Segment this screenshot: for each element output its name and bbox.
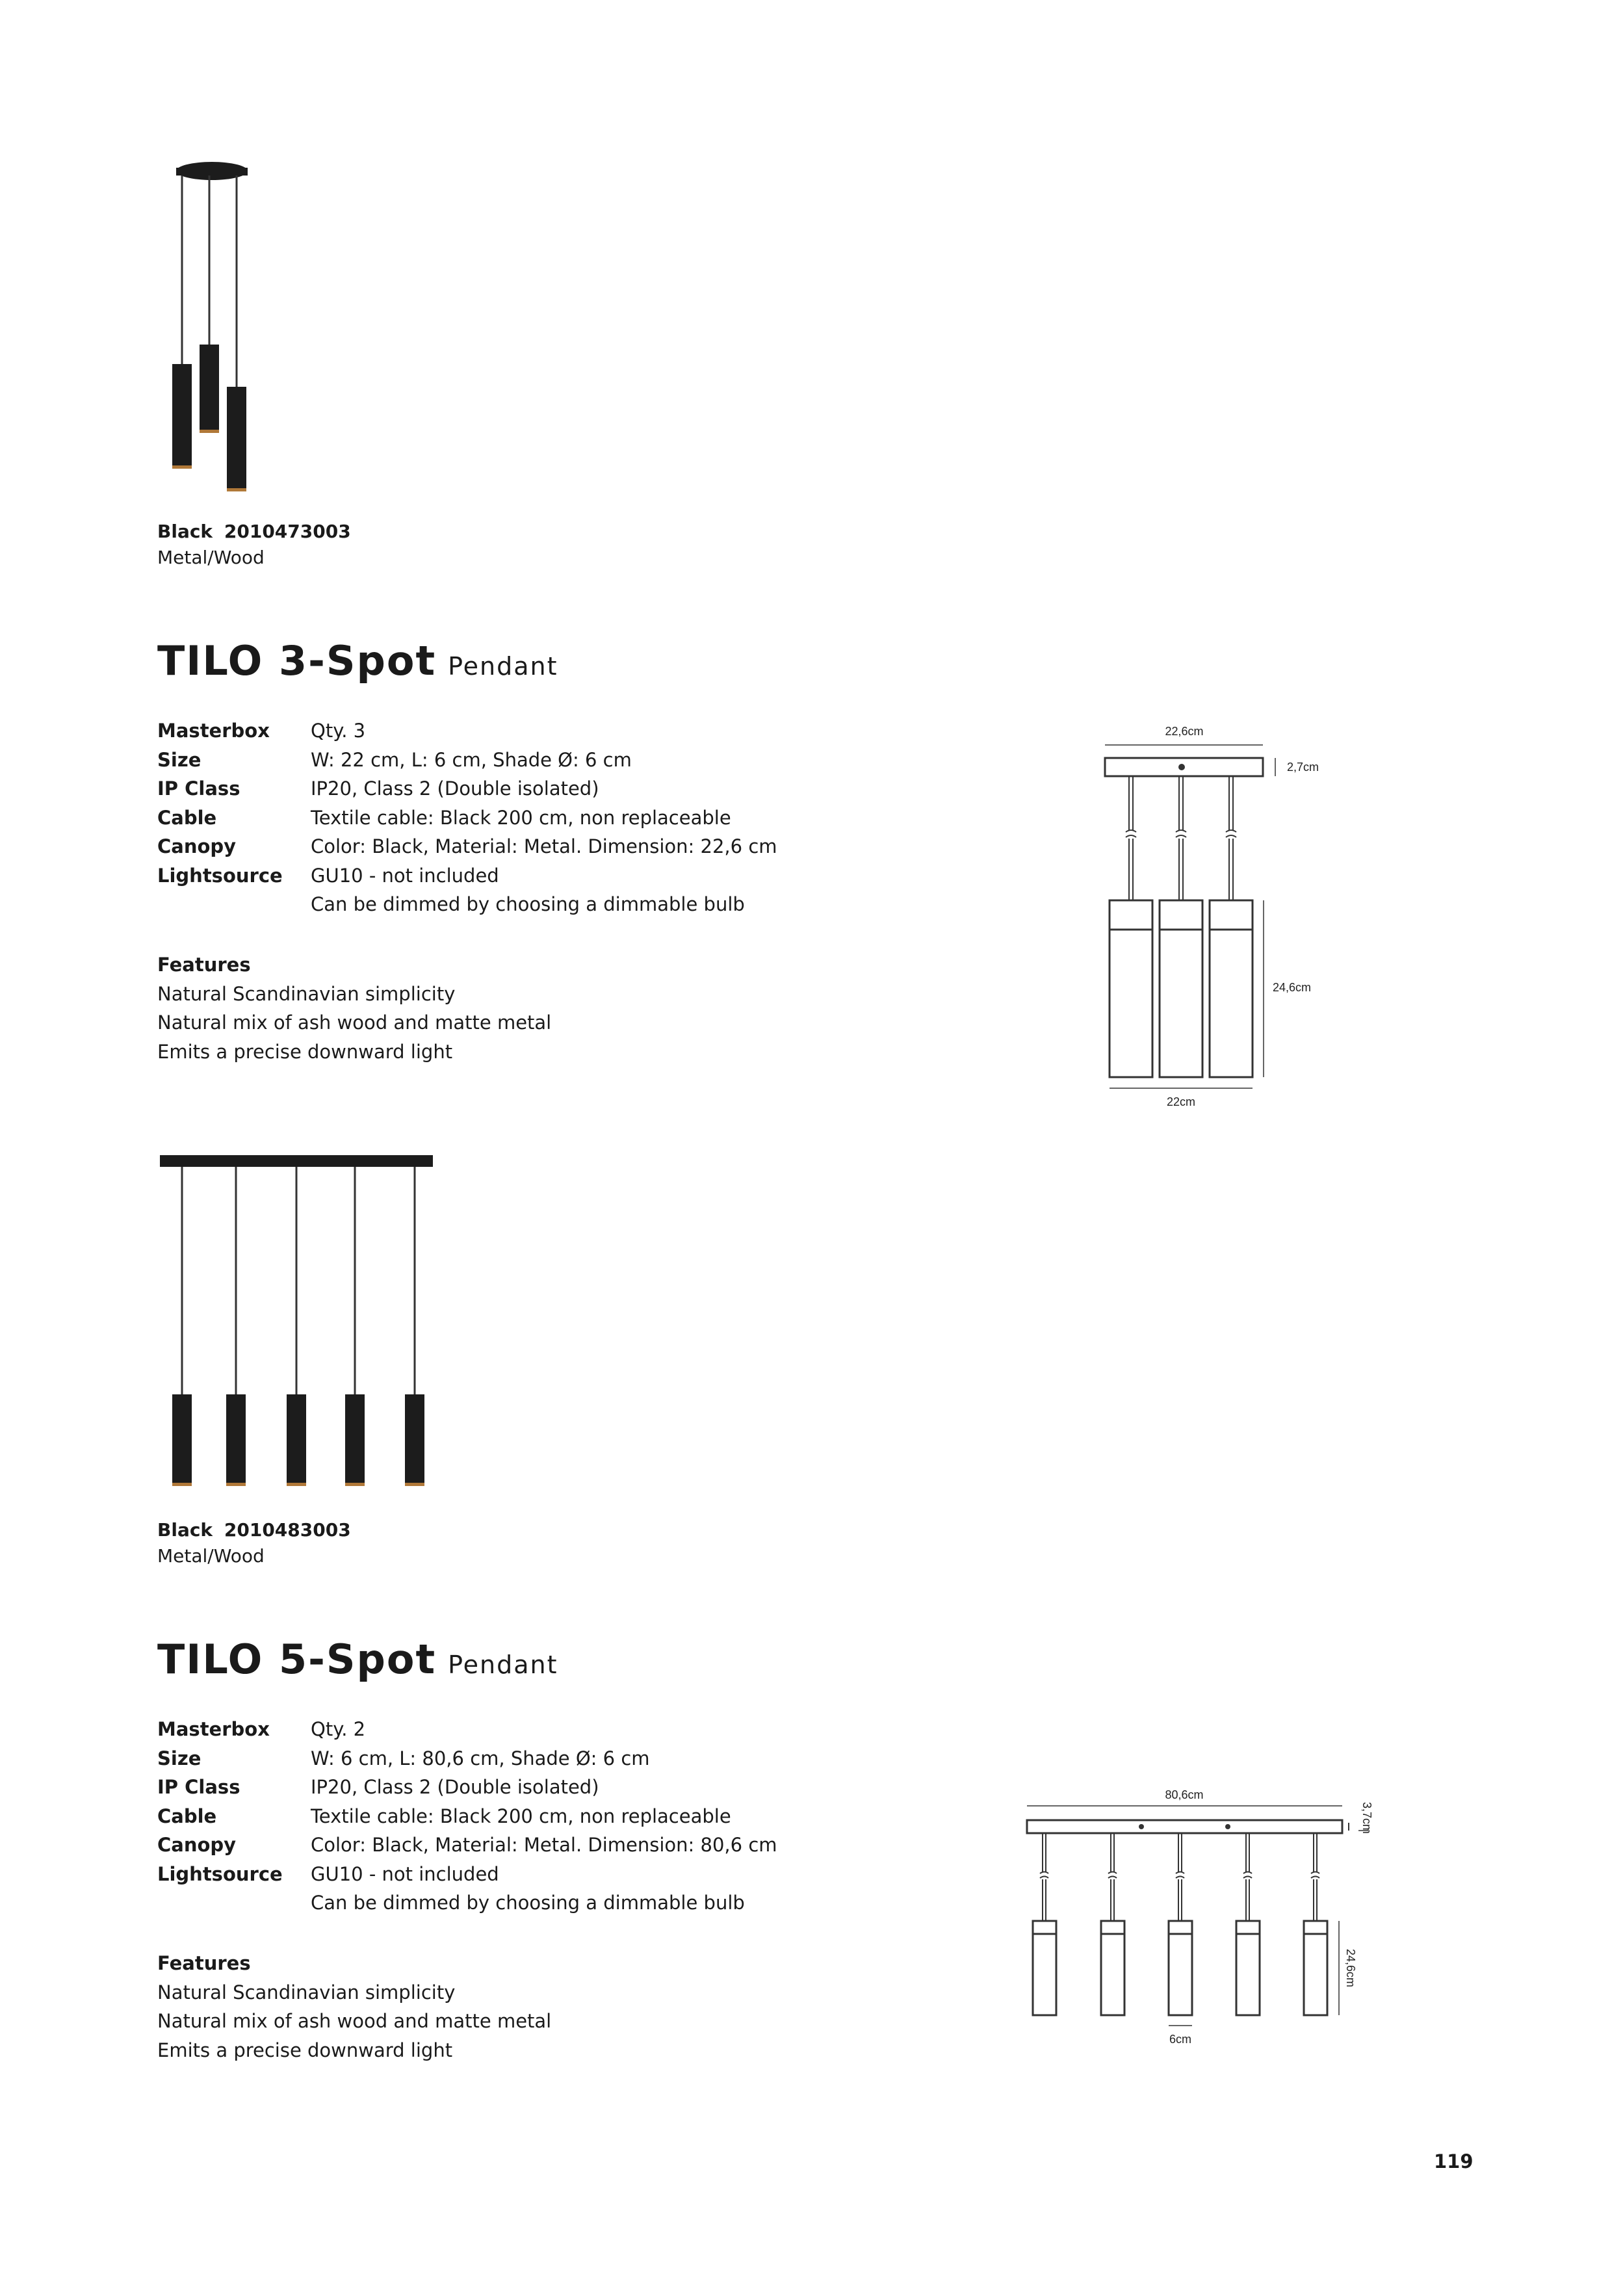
spec-label: Masterbox (157, 1718, 270, 1740)
product-photo-3-spot (153, 150, 316, 494)
spec-value: W: 6 cm, L: 80,6 cm, Shade Ø: 6 cm (311, 1747, 650, 1769)
spec-label: Cable (157, 806, 217, 829)
spec-value: Qty. 3 (311, 720, 366, 742)
product-title (157, 1636, 558, 1683)
spec-row (157, 1892, 777, 1921)
spec-label: Size (157, 748, 201, 771)
dim-canopy-height: 3,7cm (1360, 1802, 1373, 1834)
shade (200, 345, 219, 432)
spec-row (157, 749, 777, 778)
spec-row (157, 1863, 777, 1892)
spec-label: IP Class (157, 777, 240, 800)
shade (345, 1394, 365, 1485)
spec-value: Textile cable: Black 200 cm, non replaceable (311, 806, 731, 829)
features-section (157, 1949, 551, 2065)
spec-value: Color: Black, Material: Metal. Dimension: 80,6 cm (311, 1834, 777, 1856)
spec-value: W: 22 cm, L: 6 cm, Shade Ø: 6 cm (311, 748, 632, 771)
spec-row (157, 1805, 777, 1834)
spec-row (157, 777, 777, 807)
dim-bottom-width: 22cm (1166, 1095, 1196, 1108)
spec-value: Can be dimmed by choosing a dimmable bulb (311, 1892, 745, 1914)
shade-outline (1033, 1921, 1056, 2015)
spec-value: IP20, Class 2 (Double isolated) (311, 777, 599, 800)
spec-label: Canopy (157, 1834, 237, 1856)
shade-outline (1304, 1921, 1327, 2015)
shade-outline (1101, 1921, 1124, 2015)
material: Metal/Wood (157, 547, 265, 568)
product-color-info (157, 519, 351, 571)
dim-top-width: 80,6cm (1165, 1788, 1204, 1801)
shade-outline (1210, 900, 1253, 1077)
spec-value: Can be dimmed by choosing a dimmable bulb (311, 893, 745, 915)
dim-bottom-width: 6cm (1169, 2033, 1192, 2046)
feature-item: Emits a precise downward light (157, 2039, 453, 2061)
spec-row (157, 1747, 777, 1777)
spec-table (157, 1718, 777, 1921)
product-name: TILO 3-Spot (157, 637, 437, 685)
features-heading: Features (157, 954, 251, 976)
product-name: TILO 5-Spot (157, 1636, 437, 1683)
product-subtitle: Pendant (448, 1650, 558, 1679)
canopy-outline (1027, 1820, 1342, 1833)
dimension-drawing-5-spot (1014, 1775, 1391, 2061)
spec-label: Cable (157, 1805, 217, 1827)
page-number: 119 (1434, 2150, 1474, 2172)
product-photo-5-spot (153, 1147, 439, 1492)
spec-row (157, 1718, 777, 1747)
dimension-drawing-3-spot (1092, 715, 1339, 1118)
spec-table (157, 720, 777, 922)
color-label: Black (157, 521, 213, 542)
spec-label (157, 893, 311, 922)
spec-label (157, 1892, 311, 1921)
spec-row (157, 835, 777, 865)
spec-value: Color: Black, Material: Metal. Dimension: 22,6 cm (311, 835, 777, 857)
product-color-info (157, 1517, 351, 1569)
spec-row (157, 720, 777, 749)
spec-value: IP20, Class 2 (Double isolated) (311, 1776, 599, 1798)
shade-outline (1236, 1921, 1260, 2015)
features-heading: Features (157, 1952, 251, 1974)
item-number: 2010473003 (224, 521, 351, 542)
feature-item: Natural mix of ash wood and matte metal (157, 1011, 552, 1034)
spec-row (157, 865, 777, 894)
dim-shade-height: 24,6cm (1273, 981, 1312, 994)
spec-label: Lightsource (157, 1862, 283, 1885)
shade (172, 1394, 192, 1485)
shade-outline (1160, 900, 1202, 1077)
spec-row (157, 1776, 777, 1805)
material: Metal/Wood (157, 1545, 265, 1567)
item-number: 2010483003 (224, 1519, 351, 1541)
spec-row (157, 893, 777, 922)
shade-outline (1110, 900, 1152, 1077)
shade (227, 387, 246, 491)
spec-label: Masterbox (157, 720, 270, 742)
feature-item: Natural Scandinavian simplicity (157, 1981, 456, 2003)
spec-label: Canopy (157, 835, 237, 857)
product-subtitle: Pendant (448, 652, 558, 681)
feature-item: Emits a precise downward light (157, 1040, 453, 1063)
dim-top-width: 22,6cm (1165, 725, 1204, 738)
spec-value: Qty. 2 (311, 1718, 366, 1740)
ceiling-canopy (160, 1155, 433, 1167)
features-section (157, 950, 551, 1066)
color-label: Black (157, 1519, 213, 1541)
spec-label: IP Class (157, 1776, 240, 1798)
spec-value: GU10 - not included (311, 1862, 499, 1885)
feature-item: Natural Scandinavian simplicity (157, 982, 456, 1005)
spec-value: GU10 - not included (311, 864, 499, 887)
product-title (157, 637, 558, 685)
spec-label: Size (157, 1747, 201, 1769)
spec-row (157, 1834, 777, 1863)
shade (405, 1394, 424, 1485)
spec-label: Lightsource (157, 864, 283, 887)
dim-canopy-height: 2,7cm (1287, 761, 1319, 774)
spec-value: Textile cable: Black 200 cm, non replaceable (311, 1805, 731, 1827)
feature-item: Natural mix of ash wood and matte metal (157, 2010, 552, 2032)
shade-outline (1169, 1921, 1192, 2015)
shade (172, 364, 192, 468)
shade (287, 1394, 306, 1485)
dim-shade-height: 24,6cm (1344, 1949, 1357, 1988)
shade (226, 1394, 246, 1485)
spec-row (157, 807, 777, 836)
